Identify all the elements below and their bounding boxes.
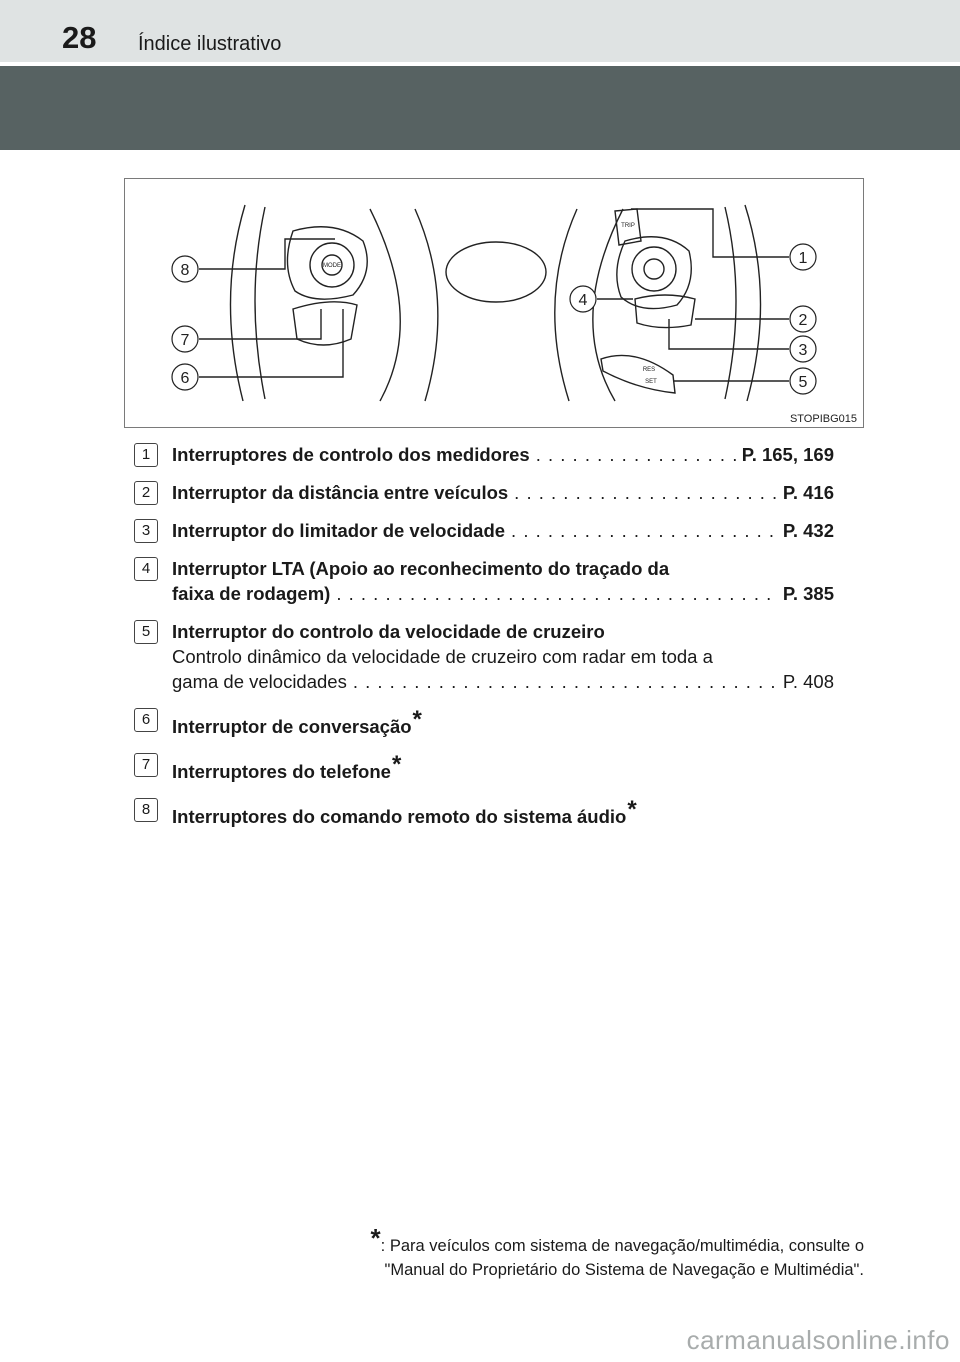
- set-label: SET: [645, 379, 657, 385]
- callout-1: 1: [798, 250, 808, 267]
- list-item: [134, 480, 834, 505]
- decorative-band: [0, 66, 960, 150]
- item-number: 2: [134, 481, 158, 505]
- list-item: [134, 518, 834, 543]
- item-number: 8: [134, 798, 158, 822]
- list-item: [134, 797, 834, 829]
- list-item: [134, 442, 834, 467]
- page-reference[interactable]: P. 408: [782, 671, 834, 692]
- item-number: 7: [134, 753, 158, 777]
- item-subtext-continued: gama de velocidades: [172, 671, 347, 692]
- callout-8: 8: [180, 262, 190, 279]
- item-list: [134, 442, 834, 842]
- item-text: Interruptores do comando remoto do sistema áudio: [172, 806, 627, 827]
- callout-6: 6: [180, 370, 190, 387]
- watermark: carmanualsonline.info: [686, 1325, 950, 1355]
- callout-3: 3: [798, 342, 808, 359]
- footnote-mark: *: [391, 751, 402, 778]
- callout-7: 7: [180, 332, 190, 349]
- footnote-mark: *: [412, 706, 422, 733]
- mode-label: MODE: [323, 263, 341, 269]
- item-number: 1: [134, 443, 158, 467]
- section-title: Índice ilustrativo: [138, 33, 282, 55]
- list-item: [134, 752, 834, 784]
- item-subtext: Controlo dinâmico da velocidade de cruzeiro com radar em toda a: [172, 646, 713, 667]
- list-item: [134, 619, 834, 694]
- item-number: 5: [134, 620, 158, 644]
- footnote-line-2: "Manual do Proprietário do Sistema de Navegação e Multimédia".: [384, 1261, 864, 1279]
- figure-code: STOPIBG015: [789, 413, 857, 425]
- item-text: Interruptor LTA (Apoio ao reconhecimento do traçado da: [172, 558, 670, 579]
- footnote-asterisk: *: [370, 1223, 381, 1253]
- steering-wheel-illustration: [125, 179, 863, 427]
- steering-wheel-figure: [124, 178, 864, 428]
- page-number: 28: [62, 20, 97, 55]
- header-bar: [0, 0, 960, 62]
- item-number: 4: [134, 557, 158, 581]
- item-text: Interruptores do telefone: [172, 761, 391, 782]
- item-text: Interruptor da distância entre veículos: [172, 482, 509, 503]
- page-reference[interactable]: P. 432: [782, 520, 834, 541]
- footnote: [284, 1223, 864, 1282]
- page-reference[interactable]: P. 385: [782, 583, 834, 604]
- item-text: Interruptor de conversação: [172, 716, 412, 737]
- page-reference[interactable]: P. 165, 169: [741, 444, 834, 465]
- item-number: 3: [134, 519, 158, 543]
- res-label: RES: [642, 367, 656, 373]
- page-reference[interactable]: P. 416: [782, 482, 834, 503]
- callout-2: 2: [798, 312, 808, 329]
- footnote-mark: *: [627, 796, 637, 823]
- item-text-continued: faixa de rodagem): [172, 583, 331, 604]
- item-text: Interruptor do controlo da velocidade de cruzeiro: [172, 621, 605, 642]
- item-text: Interruptor do limitador de velocidade: [172, 520, 506, 541]
- list-item: [134, 707, 834, 739]
- callout-4: 4: [578, 292, 588, 309]
- footnote-line-1: : Para veículos com sistema de navegação/multimédia, consulte o: [380, 1237, 864, 1255]
- item-number: 6: [134, 708, 158, 732]
- trip-label: TRIP: [621, 223, 635, 229]
- list-item: [134, 556, 834, 606]
- item-text: Interruptores de controlo dos medidores: [172, 444, 530, 465]
- callout-5: 5: [798, 374, 808, 391]
